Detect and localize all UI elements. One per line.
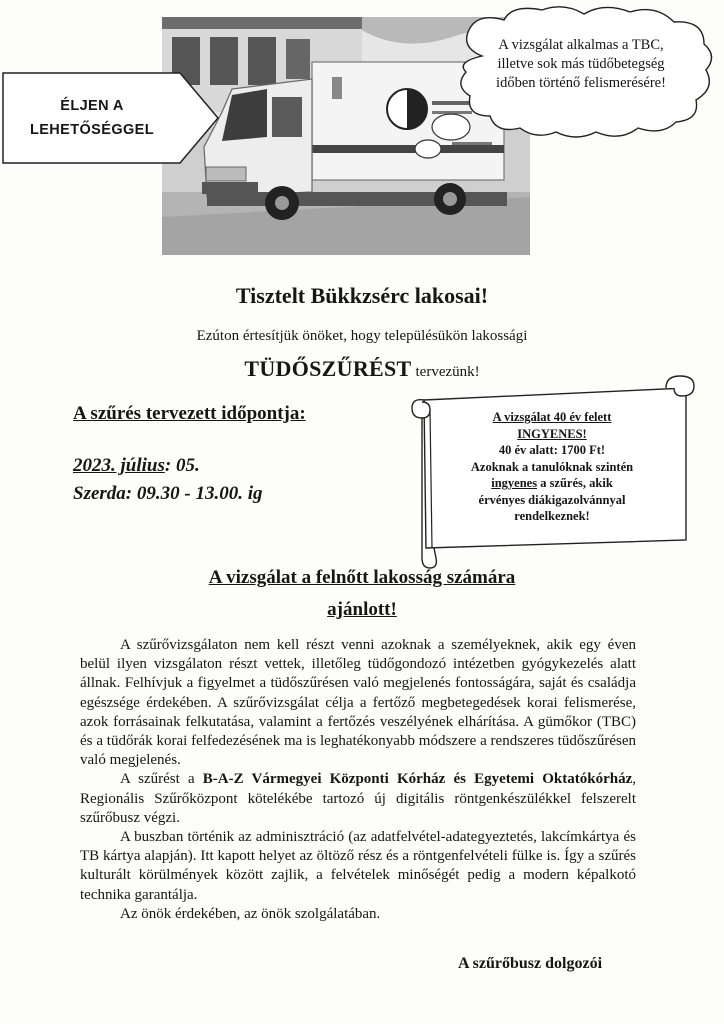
intro-text: Ezúton értesítjük önöket, hogy településükön lakossági xyxy=(196,328,528,344)
scroll-line-5-rest: a szűrés, akik xyxy=(537,476,613,490)
schedule-time: Szerda: 09.30 - 13.00. ig xyxy=(73,483,263,504)
body-paragraph-1: A szűrővizsgálaton nem kell részt venni azoknak a személyeknek, akik egy éven belül ilyen vizsgálaton részt vettek, illetőleg tüdőgondozó intézetben gyógykezelés alatt állnak. Felhívjuk a figyelmet a tüdőszűrésen való megjelenés fontosságára, saját és családja egészsége érdekében. A szűrővizsgálat célja a fertőző megbetegedések korai felismerése, azok forrásainak felkutatása, valamint a fertőzés veszélyének elhárítása. A gümőkor (TBC) és a tüdőrák korai felfedezésének ma is leghatékonyabb módszere a rendszeres tüdőszűrésen való megjelenés. xyxy=(80,637,636,769)
scroll-line-4: Azoknak a tanulóknak szintén xyxy=(470,459,634,474)
scroll-line-2: INGYENES! xyxy=(517,426,587,441)
scroll-line-1: A vizsgálat 40 év felett xyxy=(492,410,612,424)
scroll-line-5-free: ingyenes xyxy=(491,476,538,490)
body-paragraph-3: A buszban történik az adminisztráció (az adatfelvétel-adategyeztetés, lakcímkártya és TB kártya alapján). Itt kapott helyet az öltöző rész és a röntgenfelvételi fülke is. Így a szűrés kulturált körülmények között zajlik, a felvételek minőségét pedig a modern képalkotó technika garantálja. xyxy=(80,829,636,903)
recommendation-line-1: A vizsgálat a felnőtt lakosság számára xyxy=(208,567,516,588)
schedule-date-day: : 05. xyxy=(164,455,200,476)
schedule-date-month: 2023. július xyxy=(73,455,165,476)
scroll-line-6: érvényes diákigazolvánnyal xyxy=(478,492,626,507)
page-title: Tisztelt Bükkzsérc lakosai! xyxy=(235,283,489,308)
scroll-text xyxy=(432,409,672,525)
test-title: TÜDŐSZŰRÉST xyxy=(244,356,412,381)
scroll-line-5 xyxy=(432,475,672,492)
recommendation-line-2: ajánlott! xyxy=(327,599,397,620)
body-paragraph-2-pre: A szűrést a xyxy=(120,771,203,788)
hospital-name: B-A-Z Vármegyei Központi Kórház és Egyetemi Oktatókórház xyxy=(202,771,633,788)
body-paragraph-4: Az önök érdekében, az önök szolgálatában. xyxy=(120,905,381,922)
scroll-line-3: 40 év alatt: 1700 Ft! xyxy=(498,443,606,457)
cloud-callout-text: A vizsgálat alkalmas a TBC, illetve sok más tüdőbetegség időben történő felismerésére! xyxy=(496,37,666,91)
signature: A szűrőbusz dolgozói xyxy=(458,955,603,972)
schedule-date xyxy=(73,455,200,477)
test-suffix: tervezünk! xyxy=(415,364,480,380)
banner-line-1: ÉLJEN A xyxy=(60,98,124,114)
scroll-line-7: rendelkeznek! xyxy=(514,509,590,523)
recommendation-heading xyxy=(0,562,724,626)
body-paragraph-2-post: , Regionális Szűrőközpont kötelékébe tartozó új digitális röntgenkészülékkel felszerelt szűrőbusz végzi. xyxy=(80,771,636,826)
body-paragraph-2 xyxy=(80,770,636,828)
body-text xyxy=(80,636,636,924)
banner-line-2: LEHETŐSÉGGEL xyxy=(29,122,155,138)
schedule-heading: A szűrés tervezett időpontja: xyxy=(73,403,306,424)
banner-text xyxy=(2,72,182,164)
